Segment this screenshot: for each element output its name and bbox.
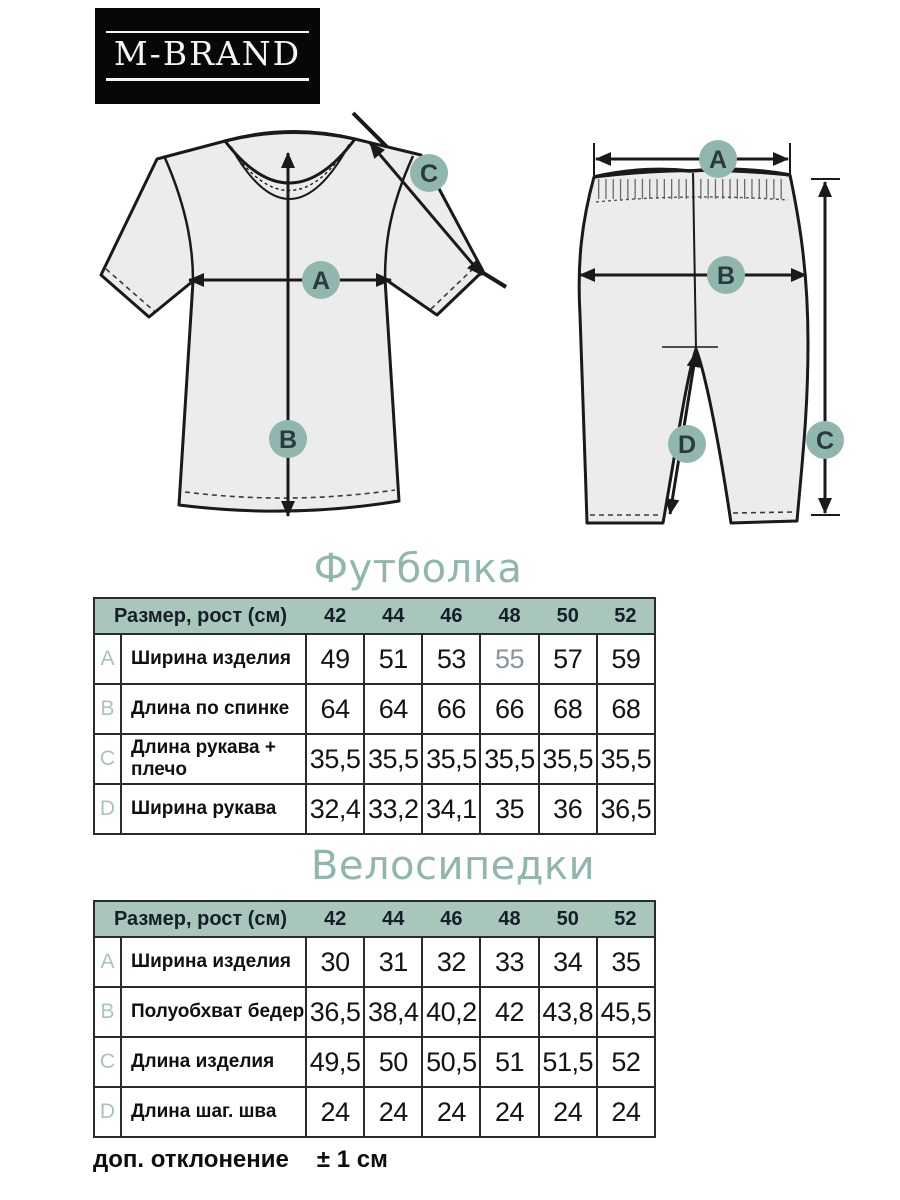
size-value-cell: 33,2 xyxy=(364,784,422,834)
size-value-cell: 57 xyxy=(539,634,597,684)
row-letter-cell: C xyxy=(94,1037,121,1087)
row-label-cell: Длина шаг. шва xyxy=(121,1087,306,1137)
row-letter-cell: C xyxy=(94,734,121,784)
measure-badge-d xyxy=(668,425,706,463)
svg-text:B: B xyxy=(278,426,298,454)
size-table-header-row xyxy=(94,901,655,937)
measure-badge-a xyxy=(699,140,737,178)
size-value-cell: 36,5 xyxy=(306,987,364,1037)
size-value-cell: 64 xyxy=(364,684,422,734)
size-header-cell: 44 xyxy=(364,598,422,634)
size-value-cell: 64 xyxy=(306,684,364,734)
size-header-cell: 48 xyxy=(480,901,538,937)
table-row xyxy=(94,937,655,987)
size-value-cell: 59 xyxy=(597,634,655,684)
tolerance-value: ± 1 см xyxy=(316,1146,388,1173)
size-value-cell: 36,5 xyxy=(597,784,655,834)
size-value-cell: 49 xyxy=(306,634,364,684)
row-letter-cell: D xyxy=(94,1087,121,1137)
table-row xyxy=(94,684,655,734)
size-value-cell: 38,4 xyxy=(364,987,422,1037)
size-value-cell: 24 xyxy=(364,1087,422,1137)
row-label-cell: Длина по спинке xyxy=(121,684,306,734)
size-value-cell: 35 xyxy=(480,784,538,834)
size-value-cell: 33 xyxy=(480,937,538,987)
size-value-cell: 50,5 xyxy=(422,1037,480,1087)
size-table-tshirt xyxy=(93,597,656,835)
size-header-cell: 52 xyxy=(597,901,655,937)
size-value-cell: 53 xyxy=(422,634,480,684)
size-value-cell: 34 xyxy=(539,937,597,987)
size-value-cell: 66 xyxy=(480,684,538,734)
row-label-cell: Длина изделия xyxy=(121,1037,306,1087)
row-letter-cell: A xyxy=(94,937,121,987)
row-letter-cell: A xyxy=(94,634,121,684)
size-value-cell: 55 xyxy=(480,634,538,684)
size-value-cell: 66 xyxy=(422,684,480,734)
section-title-tshirt: Футболка xyxy=(313,546,523,592)
size-value-cell: 35 xyxy=(597,937,655,987)
table-row xyxy=(94,1037,655,1087)
size-value-cell: 42 xyxy=(480,987,538,1037)
leggings-diagram xyxy=(540,103,900,548)
tolerance-label: доп. отклонение xyxy=(93,1146,289,1173)
svg-text:C: C xyxy=(419,160,439,188)
table-row xyxy=(94,634,655,684)
measure-badge-a xyxy=(302,261,340,299)
size-value-cell: 36 xyxy=(539,784,597,834)
size-header-label: Размер, рост (см) xyxy=(94,901,306,937)
size-header-cell: 42 xyxy=(306,598,364,634)
size-header-cell: 46 xyxy=(422,901,480,937)
size-value-cell: 35,5 xyxy=(480,734,538,784)
size-value-cell: 43,8 xyxy=(539,987,597,1037)
size-value-cell: 24 xyxy=(597,1087,655,1137)
measure-badge-b xyxy=(269,420,307,458)
size-value-cell: 45,5 xyxy=(597,987,655,1037)
size-value-cell: 31 xyxy=(364,937,422,987)
svg-text:A: A xyxy=(311,267,331,295)
size-header-cell: 46 xyxy=(422,598,480,634)
row-label-cell: Ширина изделия xyxy=(121,937,306,987)
table-row xyxy=(94,1087,655,1137)
size-table-leggings xyxy=(93,900,656,1138)
tolerance-note xyxy=(93,1146,388,1174)
size-value-cell: 24 xyxy=(539,1087,597,1137)
row-letter-cell: B xyxy=(94,684,121,734)
row-label-cell: Ширина рукава xyxy=(121,784,306,834)
size-value-cell: 51 xyxy=(364,634,422,684)
size-value-cell: 51,5 xyxy=(539,1037,597,1087)
brand-logo-text: M-BRAND xyxy=(106,31,309,81)
size-value-cell: 40,2 xyxy=(422,987,480,1037)
size-value-cell: 24 xyxy=(422,1087,480,1137)
row-label-cell: Ширина изделия xyxy=(121,634,306,684)
table-row xyxy=(94,784,655,834)
size-value-cell: 35,5 xyxy=(364,734,422,784)
size-header-cell: 52 xyxy=(597,598,655,634)
size-header-label: Размер, рост (см) xyxy=(94,598,306,634)
size-value-cell: 34,1 xyxy=(422,784,480,834)
size-value-cell: 35,5 xyxy=(306,734,364,784)
row-label-cell: Длина рукава + плечо xyxy=(121,734,306,784)
size-header-cell: 42 xyxy=(306,901,364,937)
table-row xyxy=(94,734,655,784)
size-value-cell: 49,5 xyxy=(306,1037,364,1087)
size-value-cell: 68 xyxy=(597,684,655,734)
table-row xyxy=(94,987,655,1037)
measure-badge-c xyxy=(410,154,448,192)
size-header-cell: 44 xyxy=(364,901,422,937)
size-header-cell: 48 xyxy=(480,598,538,634)
size-value-cell: 51 xyxy=(480,1037,538,1087)
section-title-leggings: Велосипедки xyxy=(310,843,596,889)
size-value-cell: 52 xyxy=(597,1037,655,1087)
size-value-cell: 35,5 xyxy=(597,734,655,784)
row-letter-cell: B xyxy=(94,987,121,1037)
size-value-cell: 32 xyxy=(422,937,480,987)
size-header-cell: 50 xyxy=(539,598,597,634)
size-value-cell: 68 xyxy=(539,684,597,734)
size-value-cell: 50 xyxy=(364,1037,422,1087)
size-value-cell: 24 xyxy=(306,1087,364,1137)
measure-badge-b xyxy=(707,256,745,294)
brand-logo xyxy=(95,8,320,104)
svg-text:C: C xyxy=(815,427,835,455)
tshirt-diagram xyxy=(85,103,515,538)
size-value-cell: 32,4 xyxy=(306,784,364,834)
svg-text:B: B xyxy=(716,262,736,290)
size-value-cell: 30 xyxy=(306,937,364,987)
size-header-cell: 50 xyxy=(539,901,597,937)
svg-text:A: A xyxy=(708,146,728,174)
size-value-cell: 35,5 xyxy=(422,734,480,784)
size-value-cell: 24 xyxy=(480,1087,538,1137)
measure-badge-c xyxy=(806,421,844,459)
size-value-cell: 35,5 xyxy=(539,734,597,784)
svg-text:D: D xyxy=(677,431,697,459)
row-letter-cell: D xyxy=(94,784,121,834)
row-label-cell: Полуобхват бедер xyxy=(121,987,306,1037)
size-table-header-row xyxy=(94,598,655,634)
